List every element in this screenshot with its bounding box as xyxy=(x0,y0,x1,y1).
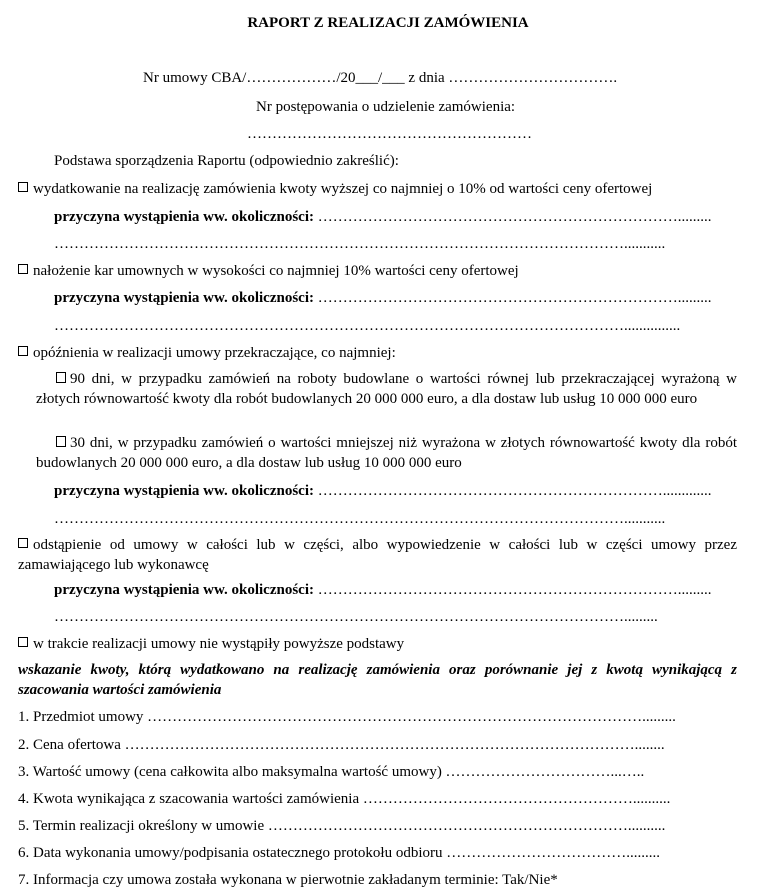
item-estimated-amount: 4. Kwota wynikająca z szacowania wartości zamówienia ……………………………………………….......... xyxy=(18,791,671,807)
reason-dots-line: ……………………………………………………………………………………………………............... xyxy=(54,318,681,334)
reason-label: przyczyna wystąpienia ww. okoliczności: xyxy=(54,209,314,225)
option-penalties xyxy=(18,261,519,281)
reason-dots: ………………………………………………………………......... xyxy=(317,290,712,306)
reason-dots-line: ……………………………………………………………………………………………………........... xyxy=(54,236,666,252)
page-title: RAPORT Z REALIZACJI ZAMÓWIENIA xyxy=(247,15,529,31)
item-completion-date: 6. Data wykonania umowy/podpisania ostatecznego protokołu odbioru ………………………………......... xyxy=(18,845,660,861)
delay-30-days-text: 30 dni, w przypadku zamówień o wartości mniejszej niż wyrażona w złotych równowartość kwoty dla robót budowlanych 20 000 000 euro, a dla dostaw lub usług 10 000 000 euro xyxy=(36,435,737,471)
checkbox-icon[interactable] xyxy=(18,346,28,356)
reason-dots: ……………………………………………………………............. xyxy=(317,483,712,499)
item-on-time-info: 7. Informacja czy umowa została wykonana w pierwotnie zakładanym terminie: Tak/Nie* xyxy=(18,872,558,888)
procedure-number-label: Nr postępowania o udzielenie zamówienia: xyxy=(256,99,516,115)
reason-dots: ………………………………………………………………......... xyxy=(317,209,712,225)
checkbox-icon[interactable] xyxy=(56,372,66,383)
reason-line xyxy=(54,207,712,227)
procedure-number-dots: ………………………………………………… xyxy=(247,126,532,142)
checkbox-icon[interactable] xyxy=(18,538,28,548)
checkbox-icon[interactable] xyxy=(56,436,66,447)
item-subject: 1. Przedmiot umowy ………………………………………………………………………………………......... xyxy=(18,709,676,725)
basis-label: Podstawa sporządzenia Raportu (odpowiednio zakreślić): xyxy=(54,153,399,169)
item-deadline: 5. Termin realizacji określony w umowie ……………………………………………………………….......... xyxy=(18,818,666,834)
delay-30-days xyxy=(36,433,737,473)
reason-line xyxy=(54,288,712,308)
reason-label: przyczyna wystąpienia ww. okoliczności: xyxy=(54,582,314,598)
amount-heading: wskazanie kwoty, którą wydatkowano na realizację zamówienia oraz porównanie jej z kwotą wynikającą z szacowania wartości zamówienia xyxy=(18,662,737,698)
item-contract-value: 3. Wartość umowy (cena całkowita albo maksymalna wartość umowy) ……………………………...….. xyxy=(18,764,645,780)
checkbox-icon[interactable] xyxy=(18,637,28,647)
delay-90-days-text: 90 dni, w przypadku zamówień na roboty budowlane o wartości równej lub przekraczającej wyrażoną w złotych równowartość kwoty dla robót budowlanych 20 000 000 euro, a dla dostaw lub usług 10 000 000 euro xyxy=(36,371,737,407)
reason-dots: ………………………………………………………………......... xyxy=(317,582,712,598)
delay-90-days xyxy=(36,369,737,409)
reason-dots-line: ……………………………………………………………………………………………………........... xyxy=(54,511,666,527)
option-none-text: w trakcie realizacji umowy nie wystąpiły powyższe podstawy xyxy=(33,636,405,652)
option-penalties-text: nałożenie kar umownych w wysokości co najmniej 10% wartości ceny ofertowej xyxy=(33,263,519,279)
item-offer-price: 2. Cena ofertowa …………………………………………………………………………………………........ xyxy=(18,737,665,753)
option-overspend xyxy=(18,179,652,199)
reason-line xyxy=(54,580,712,600)
checkbox-icon[interactable] xyxy=(18,182,28,192)
reason-label: przyczyna wystąpienia ww. okoliczności: xyxy=(54,290,314,306)
reason-dots-line: ……………………………………………………………………………………………………......... xyxy=(54,609,658,625)
checkbox-icon[interactable] xyxy=(18,264,28,274)
option-withdrawal xyxy=(18,535,737,575)
reason-label: przyczyna wystąpienia ww. okoliczności: xyxy=(54,483,314,499)
option-none xyxy=(18,634,404,654)
option-overspend-text: wydatkowanie na realizację zamówienia kwoty wyższej co najmniej o 10% od wartości ceny ofertowej xyxy=(33,181,653,197)
option-withdrawal-text: odstąpienie od umowy w całości lub w części, albo wypowiedzenie w całości lub w części umowy przez zamawiającego lub wykonawcę xyxy=(18,537,737,573)
option-delays-text: opóźnienia w realizacji umowy przekraczające, co najmniej: xyxy=(33,345,396,361)
contract-number: Nr umowy CBA/………………/20___/___ z dnia ……………………………. xyxy=(143,70,618,86)
reason-line xyxy=(54,481,712,501)
option-delays xyxy=(18,343,396,363)
